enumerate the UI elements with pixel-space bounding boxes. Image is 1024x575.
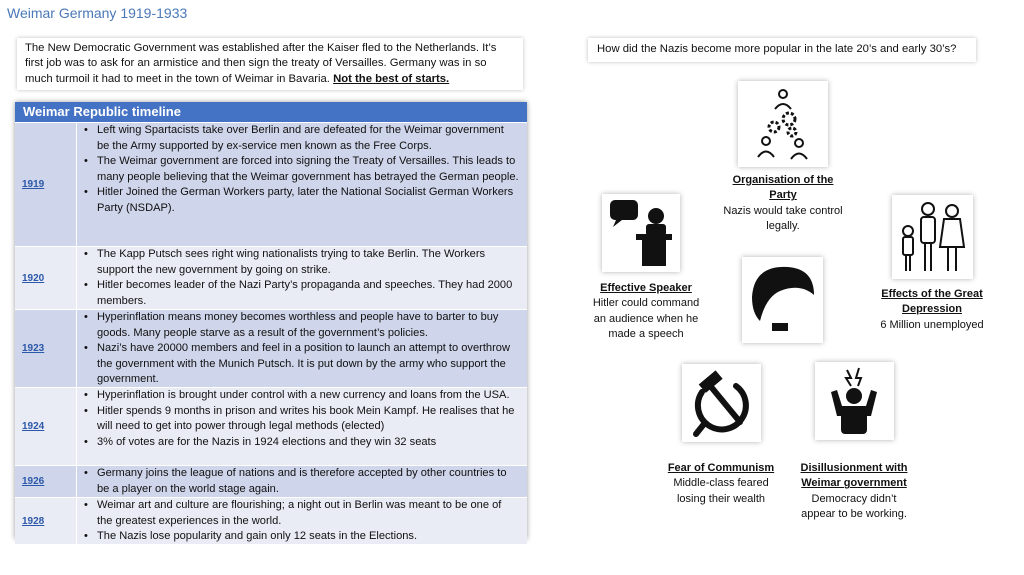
timeline-event: • Hyperinflation means money becomes worthless and people have to barter to buy goods. Many people starve as a result of the government’s policies. [97, 310, 519, 341]
intro-box [17, 38, 523, 90]
timeline-year: 1920 [15, 247, 77, 309]
timeline-year: 1919 [15, 123, 77, 246]
gears-people-icon [738, 81, 828, 167]
factor-detail: 6 Million unemployed [880, 318, 984, 331]
timeline-event: • 3% of votes are for the Nazis in 1924 elections and they win 32 seats [97, 435, 519, 451]
timeline-events [77, 123, 527, 246]
factor-detail: Nazis would take control legally. [723, 204, 843, 232]
timeline-event: • Weimar art and culture are flourishing; a night out in Berlin was meant to be one of the greatest experiences in the world. [97, 498, 519, 529]
factor-heading: Effective Speaker [600, 282, 692, 294]
timeline-year: 1928 [15, 498, 77, 544]
hammer-sickle-icon [682, 364, 761, 442]
factor-heading: Fear of Communism [667, 462, 775, 474]
timeline-events [77, 388, 527, 465]
page-title: Weimar Germany 1919-1933 [7, 5, 188, 21]
timeline-event: • Hitler spends 9 months in prison and writes his book Mein Kampf. He realises that he will need to get into power through legal methods (elected) [97, 404, 519, 435]
factor-depression [872, 287, 992, 333]
frustrated-person-icon [815, 362, 894, 440]
factor-organisation [723, 173, 843, 234]
factor-heading: Effects of the Great Depression [881, 288, 983, 316]
timeline-event: • Left wing Spartacists take over Berlin and are defeated for the Weimar government be the Army supported by ex-service men known as the Free Corps. [97, 123, 519, 154]
hitler-silhouette-icon [742, 257, 823, 343]
timeline-event: • Hyperinflation is brought under control with a new currency and loans from the USA. [97, 388, 519, 404]
timeline-year: 1926 [15, 466, 77, 497]
timeline-events [77, 310, 527, 387]
timeline-event: • The Nazis lose popularity and gain only 12 seats in the Elections. [97, 529, 519, 545]
factor-communism [665, 461, 777, 507]
factor-detail: Middle-class feared losing their wealth [673, 477, 769, 505]
timeline-event: • Hitler Joined the German Workers party, later the National Socialist German Workers Party (NSDAP). [97, 185, 519, 216]
factor-detail: Hitler could command an audience when he made a speech [592, 297, 700, 340]
intro-emphasis: Not the best of starts. [333, 72, 450, 85]
timeline-events [77, 466, 527, 497]
intro-text: The New Democratic Government was established after the Kaiser fled to the Netherlands. It’s first job was to ask for an armistice and then sign the treaty of Versailles. Germany was in so much turmoil it had to meet in the town of Weimar in Bavaria. [25, 42, 497, 85]
timeline-events [77, 247, 527, 309]
timeline-year: 1923 [15, 310, 77, 387]
timeline-row-1919 [15, 122, 527, 246]
speaker-podium-icon [602, 194, 680, 272]
timeline-row-1923 [15, 309, 527, 387]
timeline-event: • The Kapp Putsch sees right wing nationalists trying to take Berlin. The Workers support the new government by going on strike. [97, 247, 519, 278]
timeline-event: • Hitler becomes leader of the Nazi Party’s propaganda and speeches. They had 2000 members. [97, 278, 519, 309]
timeline-heading: Weimar Republic timeline [15, 102, 527, 122]
timeline-row-1926 [15, 465, 527, 497]
factor-heading: Disillusionment with Weimar government [800, 462, 908, 490]
question-box: How did the Nazis become more popular in the late 20’s and early 30’s? [588, 38, 976, 62]
timeline-year: 1924 [15, 388, 77, 465]
timeline-events [77, 498, 527, 544]
family-icon [892, 195, 973, 279]
timeline-event: • Germany joins the league of nations and is therefore accepted by other countries to be a player on the world stage again. [97, 466, 519, 497]
timeline-row-1928 [15, 497, 527, 544]
timeline-row-1924 [15, 387, 527, 465]
timeline-event: • The Weimar government are forced into signing the Treaty of Versailles. This leads to many people believing that the Weimar government has betrayed the German people. [97, 154, 519, 185]
timeline-table [15, 102, 527, 542]
factor-speaker [590, 281, 702, 342]
timeline-event: • Nazi’s have 20000 members and feel in a position to launch an attempt to overthrow the government with the Munich Putsch. It is put down by the army who support the government. [97, 341, 519, 388]
timeline-row-1920 [15, 246, 527, 309]
factor-heading: Organisation of the Party [732, 174, 834, 202]
factor-disillusionment [798, 461, 910, 522]
factor-detail: Democracy didn’t appear to be working. [801, 492, 907, 520]
